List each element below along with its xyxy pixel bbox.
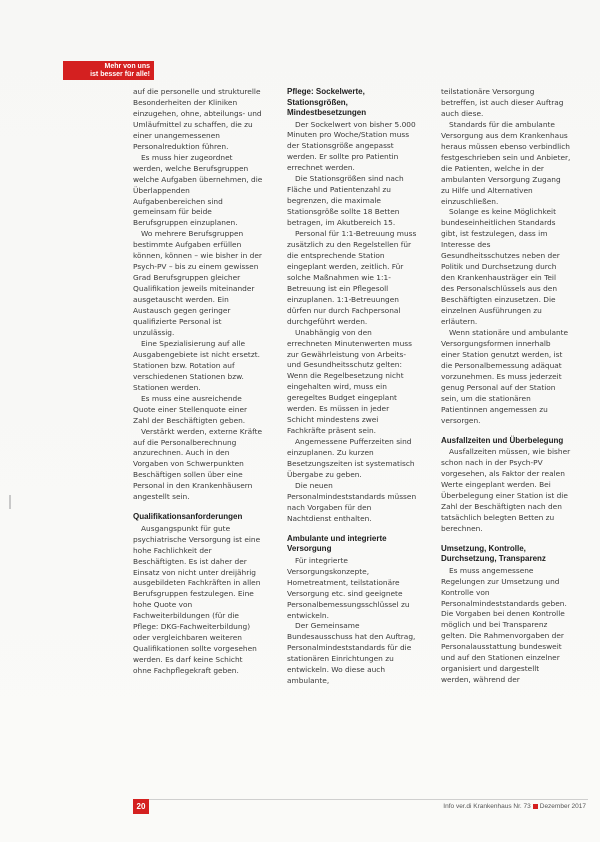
campaign-tag-line2: ist besser für alle! [90,71,150,78]
body-paragraph: Die neuen Personalmindeststandards müssen nach Vorgaben für den Nachtdienst enthalten. [287,480,417,523]
footer-date: Dezember 2017 [539,803,586,810]
body-paragraph: Es muss hier zugeordnet werden, welche Berufsgruppen welche Aufgaben übernehmen, die Überlappenden Aufgabenbereichen sind gemeinsam für beide Berufsgruppen einzuplanen. [133,152,263,228]
body-paragraph: auf die personelle und strukturelle Besonderheiten der Kliniken einzugehen, ohne, abteilungs- und Umläufmittel zu schaffen, die zu einer unangemessenen Personalreduktion führen. [133,87,262,151]
body-paragraph: Personal für 1:1-Betreuung muss zusätzlich zu den Regelstellen für die entsprechende Station eingeplant werden, zeitlich. Für solche Maßnahmen wie 1:1-Betreuung ist ein Pflegesoll einzuplanen. 1:1-Betreuungen dürfen nur durch Fachpersonal durchgeführt werden. [287,229,417,326]
text-column-2 [287,87,417,687]
footer-rule [133,799,588,800]
body-paragraph: Eine Spezialisierung auf alle Ausgabengebiete ist nicht ersetzt. Stationen bzw. Rotation auf verschiedenen Stationen bzw. Stationen werden. [133,338,260,392]
footer-publication: Info ver.di Krankenhaus Nr. 73 [443,803,531,810]
footer-text [443,803,586,810]
body-paragraph: Der Sockelwert von bisher 5.000 Minuten pro Woche/Station muss der Stationsgröße angepasst werden. Er sollte pro Patientin errechnet werden. [287,119,416,173]
body-paragraph: Wenn stationäre und ambulante Versorgungsformen innerhalb einer Station genutzt werden, ist die Personalbemessung adäquat vorzunehmen. Es muss jederzeit genug Personal auf der Station sein, um die stationären Patientinnen angemessen zu versorgen. [441,327,569,425]
section-heading: Pflege: Sockelwerte, Stationsgrößen, Mindestbesetzungen [287,87,367,117]
text-column-1 [133,87,263,677]
body-paragraph: teilstationäre Versorgung betreffen, ist auch dieser Auftrag auch diese. [441,87,564,118]
body-paragraph: Es muss eine ausreichende Quote einer Stellenquote einer Zahl der Beschäftigten geben. [133,393,248,425]
body-paragraph: Verstärkt werden, externe Kräfte auf die Personalberechnung anzurechnen. Auch in den Vorgaben von Schwerpunkten Beschäftigen sollen über eine Personal in den Krankenhäusern angestellt sein. [133,426,263,502]
body-paragraph: Für integrierte Versorgungskonzepte, Hometreatment, teilstationäre Versorgung etc. sind geeignete Personalbemessungsschlüssel zu entwickeln. [287,555,410,620]
body-paragraph: Ausgangspunkt für gute psychiatrische Versorgung ist eine hohe Fachlichkeit der Beschäftigten. Es ist daher der Einsatz von nicht unter dreijährig ausgebildeten Fachkräften in allen Berufsgruppen festzulegen. Eine hohe Quote von Fachweiterbildungen (für die Pflege: DKG-Fachweiterbildung) oder vergleichbaren weiteren Qualifikationen sollte vorgesehen werden. Es darf keine Schicht ohne Fachpflegekraft geben. [133,523,261,676]
text-column-3 [441,87,571,686]
campaign-tag [63,61,154,80]
margin-mark [9,495,11,509]
campaign-tag-line1: Mehr von uns [104,63,150,70]
body-paragraph: Es muss angemessene Regelungen zur Umsetzung und Kontrolle von Personalmindeststandards geben. Die Vorgaben bei denen Kontrolle möglich und bei Transparenz gelten. Die Rahmenvorgaben der Personalausstattung bundesweit und auf den Stationen einzelner organisiert und dargestellt werden, während der [441,565,567,685]
body-paragraph: Wo mehrere Berufsgruppen bestimmte Aufgaben erfüllen können, können – wie bisher in der Psych-PV – bis zu einem gewissen Grad Berufsgruppen gleicher Qualifikation jeweils miteinander ausgetauscht werden. Ein Austausch gegen geringer qualifizierte Personal ist unzulässig. [133,229,262,337]
body-paragraph: Der Gemeinsame Bundesausschuss hat den Auftrag, Personalmindeststandards für die stationären Einrichtungen zu entwickeln. Wo diese auch ambulante, [287,621,416,686]
body-paragraph: Solange es keine Möglichkeit bundeseinheitlichen Standards gibt, ist festzulegen, dass im Interesse des Gesundheitsschutzes neben der Politik und Durchsetzung durch den Krankenhausträger ein Teil des Personalschlüssels aus den Beschäftigten einzusetzen. Die einzelnen Ausführungen zu erläutern. [441,207,560,327]
body-paragraph: Ausfallzeiten müssen, wie bisher schon nach in der Psych-PV vorgesehen, als Faktor der realen Werte eingeplant werden. Bei Überbelegung einer Station ist die Zahl der Beschäftigten nach den tatsächlich belegten Betten zu berechnen. [441,447,571,533]
section-heading: Qualifikationsanforderungen [133,512,243,522]
body-paragraph: Angemessene Pufferzeiten sind einzuplanen. Zu kurzen Besetzungszeiten ist systematisch Übergabe zu geben. [287,437,415,479]
section-heading: Ausfallzeiten und Überbelegung [441,435,564,445]
footer-square-icon [533,804,538,809]
body-paragraph: Unabhängig von den errechneten Minutenwerten muss zur Gewährleistung von Arbeits- und Gesundheitsschutz gelten: Wenn die Regelbesetzung nicht eingehalten wird, muss ein geregeltes Budget eingeplant werden. Es müssen in jeder Schicht mindestens zwei Fachkräfte präsent sein. [287,327,412,436]
body-paragraph: Die Stationsgrößen sind nach Fläche und Patientenzahl zu begrenzen, die maximale Stationsgröße sollte 18 Betten betragen, im Akutbereich 15. [287,174,404,228]
body-paragraph: Standards für die ambulante Versorgung aus dem Krankenhaus heraus müssen ebenso verbindlich festgeschrieben sein und Anbieter, die Patienten, welche in der ambulanten Versorgung Zugang zu Hilfe und Alternativen einzuschließen. [441,119,571,206]
section-heading: Ambulante und integrierte Versorgung [287,533,387,554]
page-number: 20 [133,799,149,814]
section-heading: Umsetzung, Kontrolle, Durchsetzung, Transparenz [441,543,546,564]
